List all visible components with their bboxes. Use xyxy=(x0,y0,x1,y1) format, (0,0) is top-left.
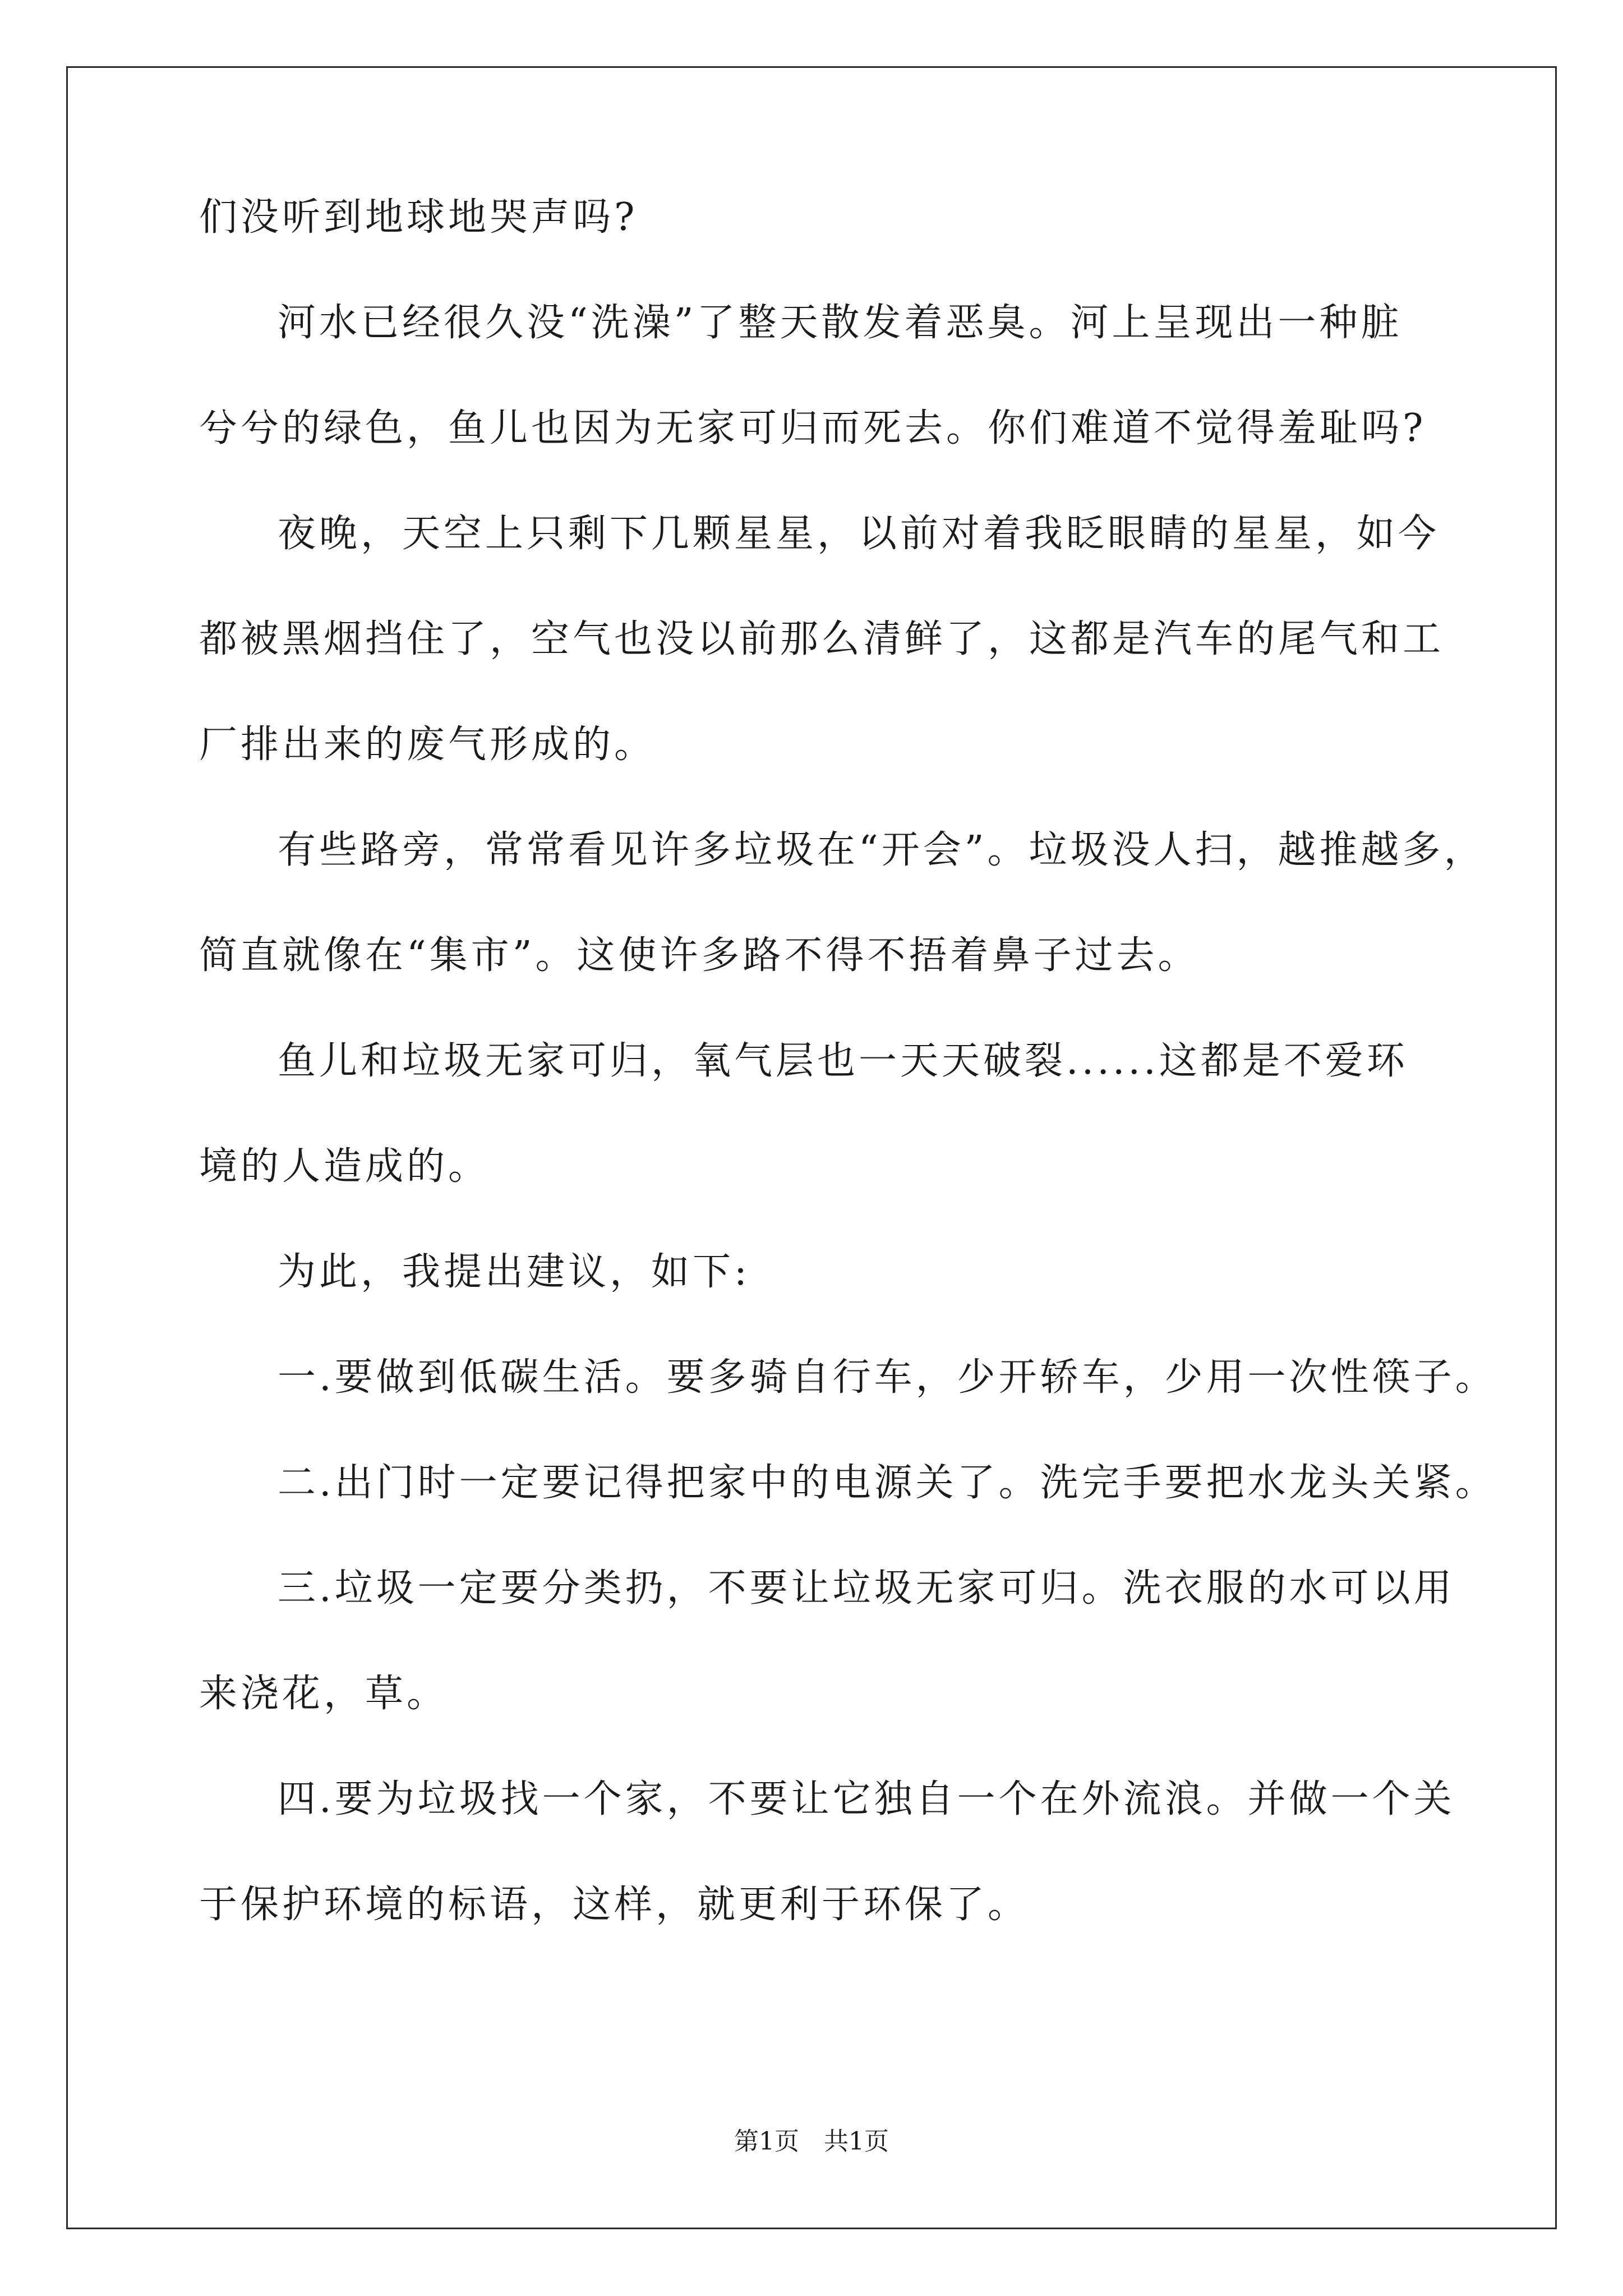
text-line: 为此，我提出建议，如下: xyxy=(278,1250,750,1294)
text-line: 厂排出来的废气形成的。 xyxy=(199,723,656,767)
text-line: 于保护环境的标语，这样，就更利于环保了。 xyxy=(199,1883,1030,1927)
text-line: 们没听到地球地哭声吗? xyxy=(199,195,638,240)
text-line: 鱼儿和垃圾无家可归，氧气层也一天天破裂......这都是不爱环 xyxy=(278,1039,1408,1083)
text-line: 来浇花，草。 xyxy=(199,1672,449,1716)
text-line: 三.垃圾一定要分类扔，不要让垃圾无家可归。洗衣服的水可以用 xyxy=(278,1566,1455,1611)
text-line: 都被黑烟挡住了，空气也没以前那么清鲜了，这都是汽车的尾气和工 xyxy=(199,617,1445,661)
text-line: 四.要为垃圾找一个家，不要让它独自一个在外流浪。并做一个关 xyxy=(278,1777,1455,1821)
text-line: 兮兮的绿色，鱼儿也因为无家可归而死去。你们难道不觉得羞耻吗? xyxy=(199,406,1427,450)
text-line: 夜晚，天空上只剩下几颗星星，以前对着我眨眼睛的星星，如今 xyxy=(278,512,1440,556)
page-footer: 第1页 共1页 xyxy=(734,2127,889,2156)
text-line: 一.要做到低碳生活。要多骑自行车，少开轿车，少用一次性筷子。 xyxy=(278,1355,1497,1400)
text-line: 境的人造成的。 xyxy=(199,1144,490,1189)
text-line: 二.出门时一定要记得把家中的电源关了。洗完手要把水龙头关紧。 xyxy=(278,1461,1497,1505)
text-line: 有些路旁，常常看见许多垃圾在“开会”。垃圾没人扫，越推越多， xyxy=(278,828,1486,872)
text-line: 河水已经很久没“洗澡”了整天散发着恶臭。河上呈现出一种脏 xyxy=(278,301,1403,345)
text-line: 简直就像在“集市”。这使许多路不得不捂着鼻子过去。 xyxy=(199,933,1200,978)
